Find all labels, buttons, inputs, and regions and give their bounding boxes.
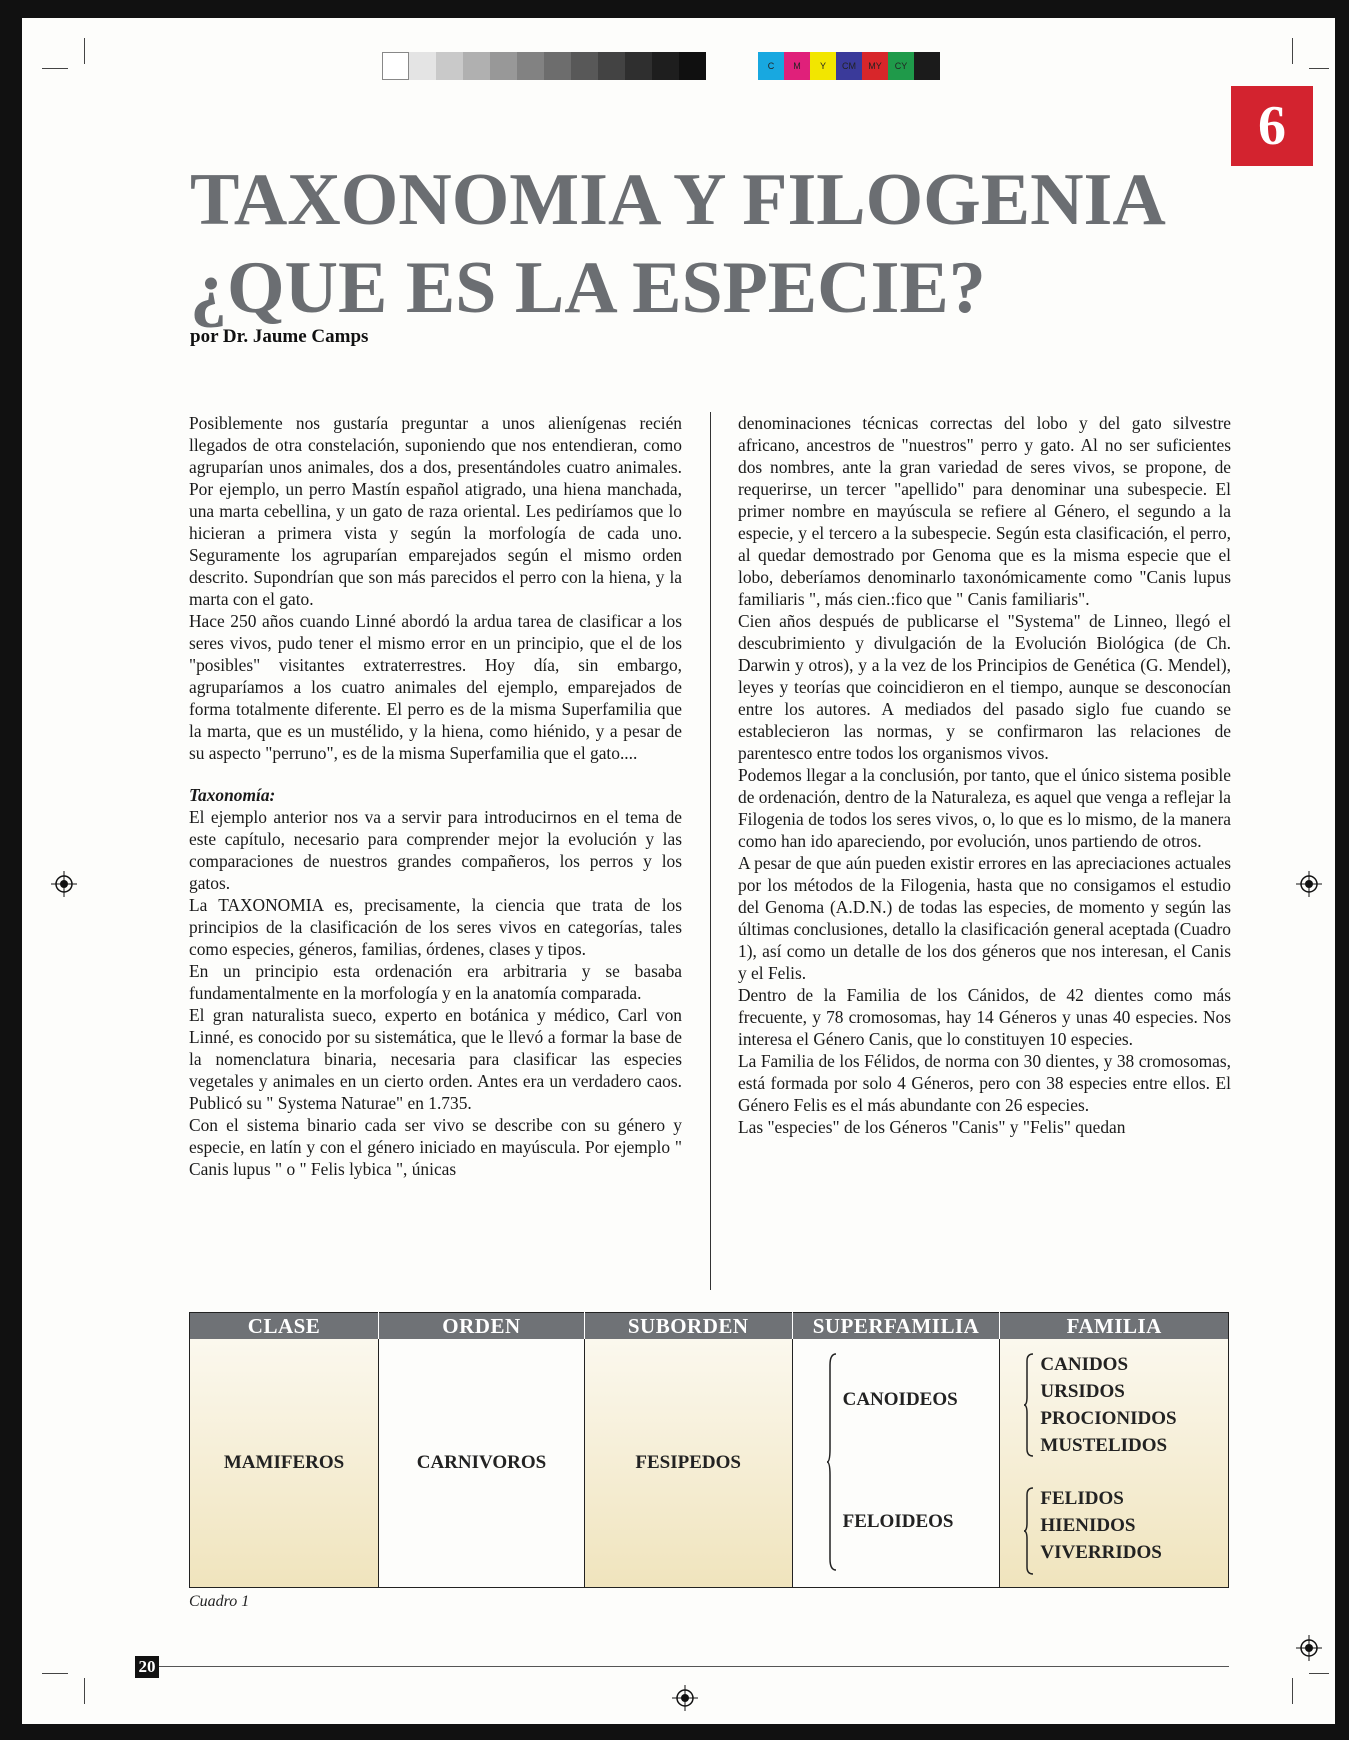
title-line-1: TAXONOMIA Y FILOGENIA (190, 159, 1166, 241)
gray-swatch (598, 52, 625, 80)
header-suborden: SUBORDEN (584, 1313, 792, 1340)
crop-mark (84, 38, 85, 64)
table-row (190, 1339, 1229, 1588)
family-item: VIVERRIDOS (1040, 1542, 1162, 1563)
cell-orden: CARNIVOROS (379, 1339, 585, 1588)
author-byline: por Dr. Jaume Camps (190, 326, 369, 347)
title-line-2: ¿QUE ES LA ESPECIE? (190, 247, 986, 329)
family-item: HIENIDOS (1040, 1515, 1136, 1536)
process-color-swatch: Y (810, 52, 836, 80)
page-number: 20 (135, 1656, 159, 1678)
paragraph: Podemos llegar a la conclusión, por tanto, que el único sistema posible de ordenación, dentro de la Naturaleza, es aquel que venga a reflejar la Filogenia de todos los seres vivos, o, lo que es lo mismo, de la manera como han ido apareciendo, por evolución, unos partiendo de otros. (738, 765, 1231, 851)
registration-mark-icon (1296, 1635, 1322, 1661)
printer-color-bar (382, 52, 940, 80)
registration-mark-icon (1296, 871, 1322, 897)
column-divider (710, 412, 711, 1290)
header-orden: ORDEN (379, 1313, 585, 1340)
paragraph: Hace 250 años cuando Linné abordó la ardua tarea de clasificar a los seres vivos, pudo tener el mismo error en un principio, que el de los "posibles" visitantes extraterrestres. Hoy día, sin embargo, agruparíamos a los cuatro animales del ejemplo, emparejados de forma totalmente diferente. El perro es de la misma Superfamilia que la marta, que es un mustélido, y la hiena, como hiénido, y a pesar de su aspecto "perruno", es de la misma Superfamilia que el gato.... (189, 611, 682, 763)
paragraph: A pesar de que aún pueden existir errores en las apreciaciones actuales por los métodos de la Filogenia, hasta que no consigamos el estudio del Genoma (A.D.N.) de todas las especies, de momento y según las últimas conclusiones, detallo la clasificación general aceptada (Cuadro 1), así como un detalle de los dos géneros que nos interesan, el Canis y el Felis. (738, 853, 1231, 983)
paragraph: La TAXONOMIA es, precisamente, la ciencia que trata de los principios de la clasificación de los seres vivos en categorías, tales como especies, géneros, familias, órdenes, clases y tipos. (189, 895, 682, 959)
header-familia: FAMILIA (1000, 1313, 1229, 1340)
section-subheading: Taxonomía: (189, 785, 276, 805)
gray-swatch (463, 52, 490, 80)
process-color-swatch: MY (862, 52, 888, 80)
classification-table (189, 1312, 1229, 1588)
chapter-number-badge: 6 (1231, 86, 1313, 166)
cell-suborden: FESIPEDOS (584, 1339, 792, 1588)
cell-superfamilia (792, 1339, 1000, 1588)
crop-mark (1292, 1678, 1293, 1704)
paragraph: Con el sistema binario cada ser vivo se describe con su género y especie, en latín y con el género iniciado en mayúscula. Por ejemplo " Canis lupus " o " Felis lybica ", únicas (189, 1115, 682, 1179)
family-list-feloideos (1040, 1485, 1161, 1566)
crop-mark (84, 1678, 85, 1704)
paragraph: Las "especies" de los Géneros "Canis" y "Felis" quedan (738, 1117, 1126, 1137)
cell-familia (1000, 1339, 1229, 1588)
gray-scale-swatches (382, 52, 706, 80)
crop-mark (1309, 1673, 1329, 1674)
cell-clase: MAMIFEROS (190, 1339, 379, 1588)
gray-swatch (571, 52, 598, 80)
header-superfamilia: SUPERFAMILIA (792, 1313, 1000, 1340)
family-item: PROCIONIDOS (1040, 1408, 1177, 1429)
paragraph: El ejemplo anterior nos va a servir para introducirnos en el tema de este capítulo, necesario para comprender mejor la evolución y las comparaciones de nuestros grandes compañeros, los perros y los gatos. (189, 807, 682, 893)
family-item: MUSTELIDOS (1040, 1435, 1168, 1456)
text-column-right (738, 412, 1231, 1138)
table-header-row (190, 1313, 1229, 1340)
process-color-swatch: M (784, 52, 810, 80)
curly-brace-icon (1024, 1353, 1034, 1457)
magazine-page (22, 18, 1335, 1724)
superfamily-feloideos: FELOIDEOS (842, 1511, 954, 1532)
crop-mark (42, 1673, 68, 1674)
curly-brace-icon (1024, 1487, 1034, 1575)
table-caption: Cuadro 1 (189, 1593, 250, 1610)
footer-rule (159, 1666, 1229, 1667)
paragraph: denominaciones técnicas correctas del lobo y del gato silvestre africano, ancestros de "nuestros" perro y gato. Al no ser suficientes dos nombres, ante la gran variedad de seres vivos, se propone, de requerirse, un tercer "apellido" para denominar una subespecie. El primer nombre en mayúscula se refiere al Género, el segundo a la especie, y el tercero a la subespecie. Según esta clasificación, el perro, al quedar demostrado por Genoma que es la misma especie que el lobo, deberíamos denominarlo taxonómicamente como "Canis lupus familiaris ", más cien.:fico que " Canis familiaris". (738, 413, 1231, 609)
paragraph: La Familia de los Félidos, de norma con 30 dientes, y 38 cromosomas, está formada por solo 4 Géneros, pero con 38 especies entre ellos. El Género Felis es el más abundante con 26 especies. (738, 1051, 1231, 1115)
crop-mark (1309, 68, 1329, 69)
curly-brace-icon (827, 1353, 837, 1571)
gray-swatch (517, 52, 544, 80)
gray-swatch (652, 52, 679, 80)
family-list-canoideos (1040, 1351, 1176, 1459)
crop-mark (1292, 38, 1293, 64)
family-item: CANIDOS (1040, 1354, 1129, 1375)
family-item: URSIDOS (1040, 1381, 1125, 1402)
text-column-left (189, 412, 682, 1180)
family-item: FELIDOS (1040, 1488, 1124, 1509)
gray-swatch (679, 52, 706, 80)
registration-mark-icon (672, 1685, 698, 1711)
gray-swatch (409, 52, 436, 80)
process-color-swatch: C (758, 52, 784, 80)
gray-swatch (382, 52, 409, 80)
article-title (190, 156, 1166, 332)
process-color-swatches (758, 52, 940, 80)
superfamily-canoideos: CANOIDEOS (842, 1389, 958, 1410)
paragraph: Posiblemente nos gustaría preguntar a unos alienígenas recién llegados de otra constelación, suponiendo que nos entendieran, como agruparían unos animales, dos a dos, presentándoles cuatro animales. Por ejemplo, un perro Mastín español atigrado, una hiena manchada, una marta cebellina, y un gato de raza oriental. Les pediríamos que lo hicieran a primera vista y según la morfología de cada uno. Seguramente los agruparían emparejados según el mismo orden descrito. Supondrían que son más parecidos el perro con la hiena, y la marta con el gato. (189, 413, 682, 609)
paragraph: El gran naturalista sueco, experto en botánica y médico, Carl von Linné, es conocido por su sistemática, que le llevó a formar la base de la nomenclatura binaria, necesaria para clasificar las especies vegetales y animales en un cierto orden. Antes era un verdadero caos. Publicó su " Systema Naturae" en 1.735. (189, 1005, 682, 1113)
paragraph: En un principio esta ordenación era arbitraria y se basaba fundamentalmente en la morfología y en la anatomía comparada. (189, 961, 682, 1003)
paragraph: Dentro de la Familia de los Cánidos, de 42 dientes como más frecuente, y 78 cromosomas, hay 14 Géneros y unas 40 especies. Nos interesa el Género Canis, que lo constituyen 10 especies. (738, 985, 1231, 1049)
process-color-swatch: CY (888, 52, 914, 80)
process-color-swatch (914, 52, 940, 80)
crop-mark (42, 68, 68, 69)
header-clase: CLASE (190, 1313, 379, 1340)
gray-swatch (544, 52, 571, 80)
gray-swatch (436, 52, 463, 80)
registration-mark-icon (51, 871, 77, 897)
process-color-swatch: CM (836, 52, 862, 80)
gray-swatch (490, 52, 517, 80)
gray-swatch (625, 52, 652, 80)
paragraph: Cien años después de publicarse el "Systema" de Linneo, llegó el descubrimiento y divulgación de la Evolución Biológica (de Ch. Darwin y otros), y a la vez de los Principios de Genética (G. Mendel), leyes y teorías que coincidieron en el tiempo, aunque se desconocían entre los autores. A mediados del pasado siglo fue cuando se establecieron las normas, y se confirmaron las relaciones de parentesco entre todos los organismos vivos. (738, 611, 1231, 763)
